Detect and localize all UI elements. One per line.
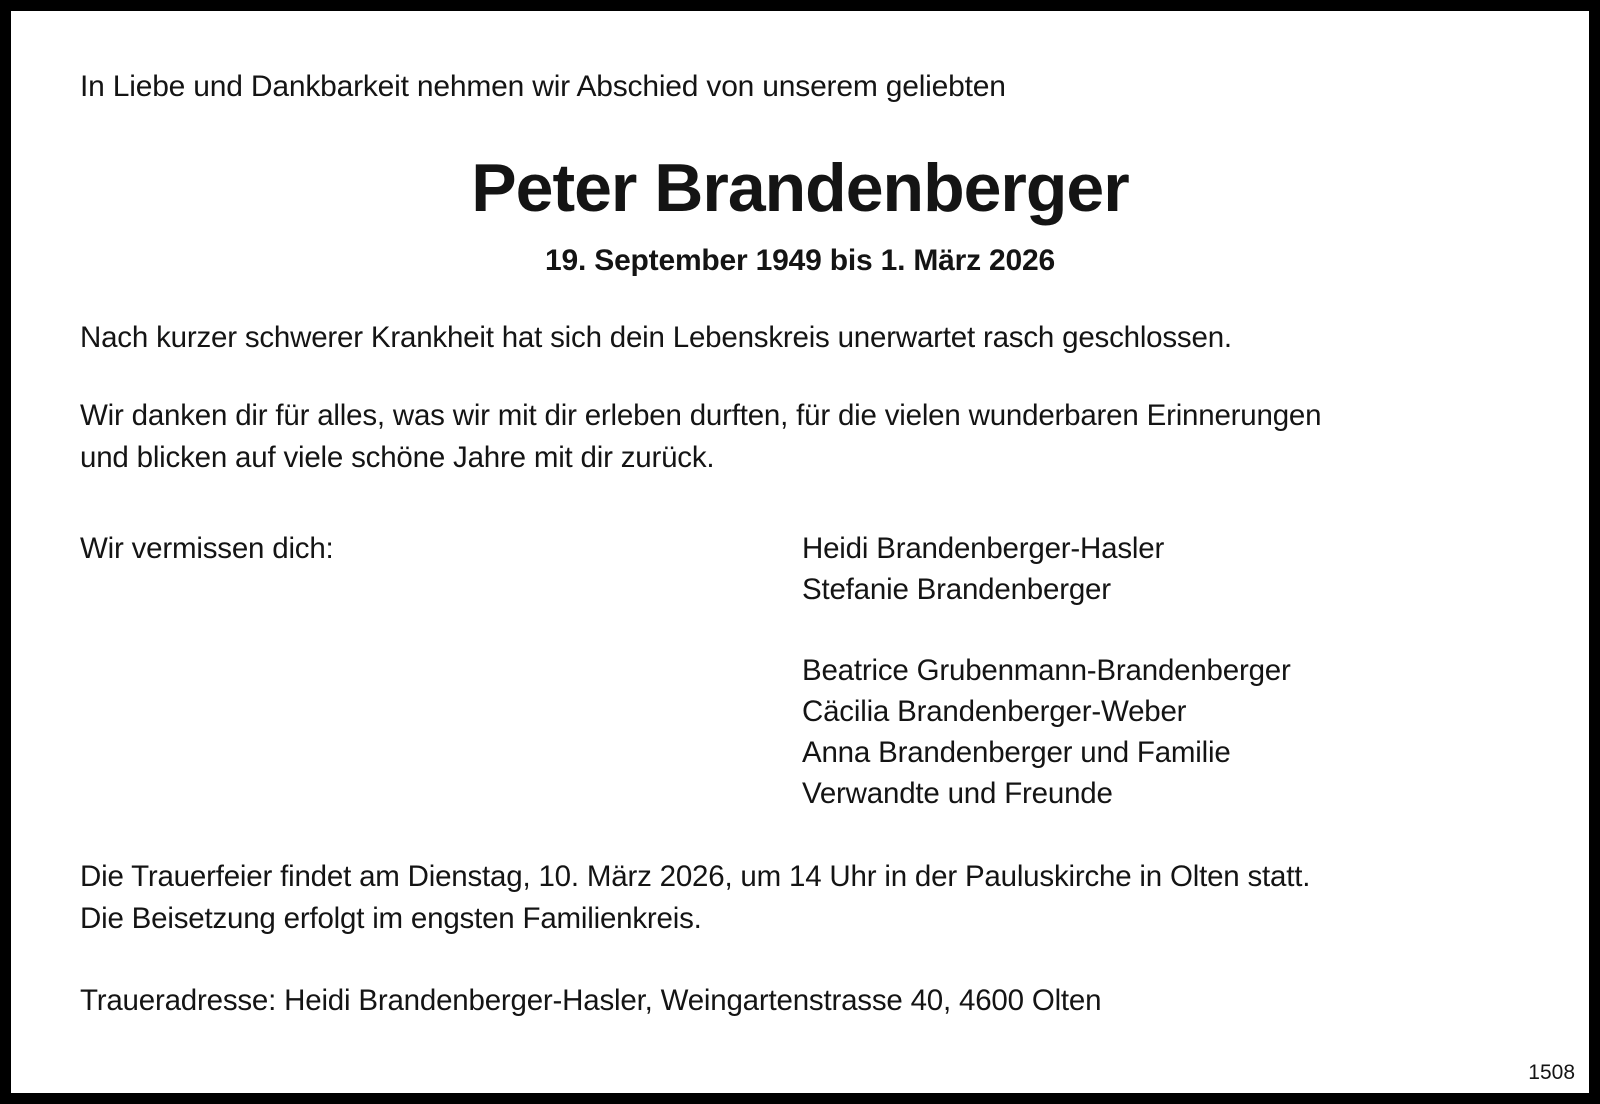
thanks-paragraph bbox=[80, 395, 1321, 479]
death-paragraph: Nach kurzer schwerer Krankheit hat sich dein Lebenskreis unerwartet rasch geschlossen. bbox=[80, 321, 1232, 354]
mourner-name: Cäcilia Brandenberger-Weber bbox=[802, 695, 1187, 728]
mourner-name: Verwandte und Freunde bbox=[802, 777, 1113, 810]
mourner-name: Beatrice Grubenmann-Brandenberger bbox=[802, 654, 1291, 687]
mourners-group-gap bbox=[802, 610, 1291, 650]
mourner-name: Anna Brandenberger und Familie bbox=[802, 736, 1231, 769]
funeral-info-line-2: Die Beisetzung erfolgt im engsten Familienkreis. bbox=[80, 902, 702, 935]
intro-line: In Liebe und Dankbarkeit nehmen wir Abschied von unserem geliebten bbox=[80, 70, 1006, 103]
deceased-name: Peter Brandenberger bbox=[471, 150, 1129, 226]
mourner-name: Stefanie Brandenberger bbox=[802, 573, 1111, 606]
mourner-name: Heidi Brandenberger-Hasler bbox=[802, 532, 1165, 565]
thanks-paragraph-line-2: und blicken auf viele schöne Jahre mit dir zurück. bbox=[80, 441, 715, 474]
notice-number: 1508 bbox=[1528, 1061, 1575, 1084]
life-dates: 19. September 1949 bis 1. März 2026 bbox=[545, 244, 1055, 277]
mourning-address: Traueradresse: Heidi Brandenberger-Hasler, Weingartenstrasse 40, 4600 Olten bbox=[80, 984, 1102, 1017]
mourning-label: Wir vermissen dich: bbox=[80, 532, 334, 565]
thanks-paragraph-line-1: Wir danken dir für alles, was wir mit dir erleben durften, für die vielen wunderbaren Erinnerungen bbox=[80, 399, 1322, 432]
mourners-list bbox=[802, 528, 1291, 814]
funeral-info-line-1: Die Trauerfeier findet am Dienstag, 10. März 2026, um 14 Uhr in der Pauluskirche in Olten statt. bbox=[80, 860, 1311, 893]
funeral-info bbox=[80, 856, 1310, 940]
